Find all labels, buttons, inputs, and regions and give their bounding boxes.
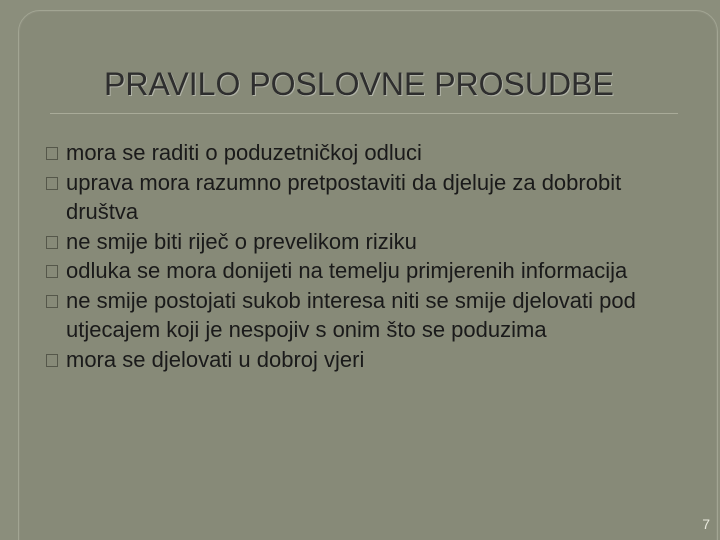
bullet-item — [46, 345, 676, 375]
bullet-item — [46, 138, 676, 168]
page-number: 7 — [702, 516, 710, 532]
bullet-item — [46, 256, 676, 286]
bullet-text: mora se djelovati u dobroj vjeri — [66, 346, 365, 372]
bullet-text: ne smije biti riječ o prevelikom riziku — [66, 228, 417, 254]
square-bullet-icon — [46, 265, 58, 278]
title-divider — [50, 113, 678, 114]
bullet-item — [46, 168, 676, 227]
square-bullet-icon — [46, 236, 58, 249]
bullet-text: odluka se mora donijeti na temelju primjerenih informacija — [66, 258, 628, 283]
square-bullet-icon — [46, 147, 58, 160]
bullet-item — [46, 227, 676, 257]
bullet-text: mora se raditi o poduzetničkoj odluci — [66, 140, 422, 165]
bullet-item — [46, 286, 676, 345]
bullet-text: ne smije postojati sukob interesa niti se smije djelovati pod utjecajem koji je nespojiv s onim što se poduzima — [66, 287, 636, 342]
square-bullet-icon — [46, 354, 58, 367]
bullet-text: uprava mora razumno pretpostaviti da djeluje za dobrobit društva — [66, 169, 622, 224]
slide-title: PRAVILO POSLOVNE PROSUDBE — [104, 66, 614, 102]
bullet-list — [46, 138, 676, 374]
square-bullet-icon — [46, 177, 58, 190]
square-bullet-icon — [46, 295, 58, 308]
